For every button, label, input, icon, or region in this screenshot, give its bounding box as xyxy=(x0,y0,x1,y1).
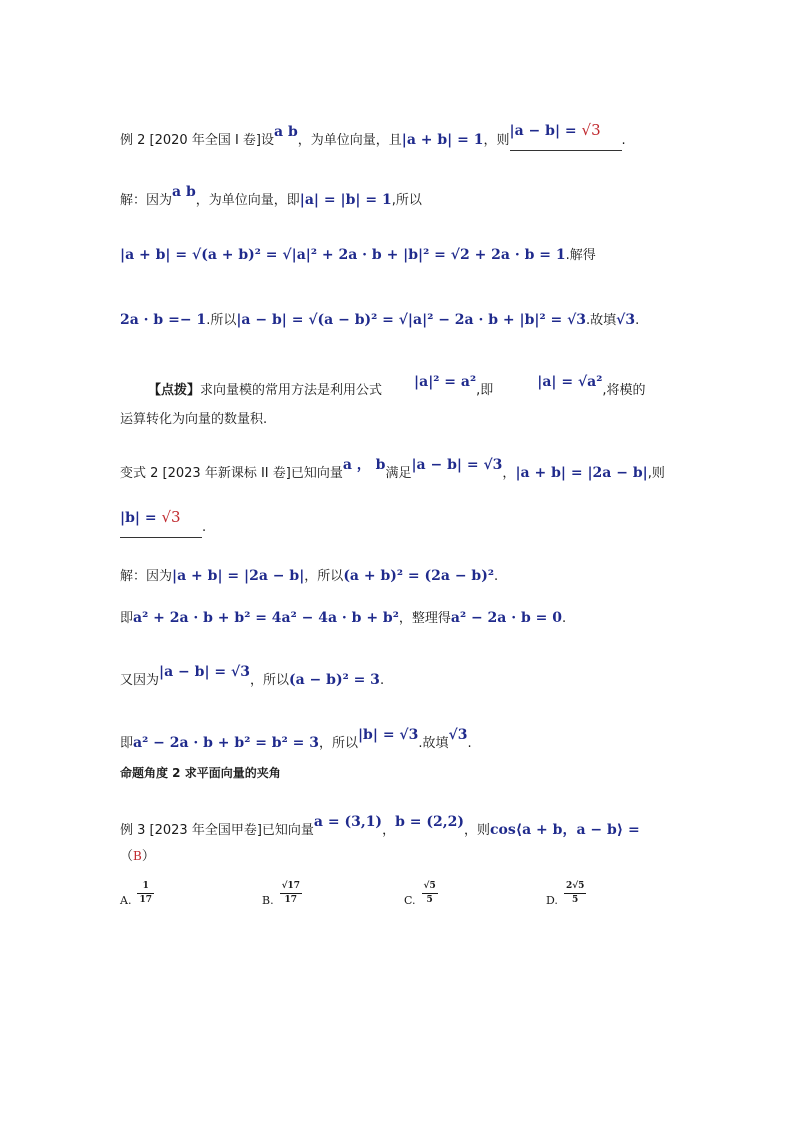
tip-line-2 xyxy=(120,410,267,430)
option-a[interactable] xyxy=(120,880,154,907)
variant-2-mid: 满足 xyxy=(385,466,412,481)
example-3-answer: B xyxy=(133,849,142,863)
solution-v2-fill: .故填 xyxy=(418,736,449,751)
solution-v2-condition: |a + b| = |2a − b| xyxy=(172,568,305,584)
option-a-fraction xyxy=(137,880,154,907)
solution-2-modulus-expansion: |a + b| = √(a + b)² = √|a|² + 2a · b + |b|² = √2 + 2a · b = 1 xyxy=(120,247,566,263)
example-3-paren-open: （ xyxy=(120,849,134,864)
solution-v2-line-1 xyxy=(120,566,498,587)
option-a-denominator: 17 xyxy=(139,895,152,905)
example-3-sep: ， xyxy=(382,823,396,838)
example-2-mid: ，为单位向量，且 xyxy=(297,133,402,148)
tip-text-4: 运算转化为向量的数量积. xyxy=(120,412,268,427)
solution-v2-fill-answer: √3 xyxy=(448,727,468,743)
option-c-fraction xyxy=(422,880,438,907)
solution-v2-end-4: . xyxy=(467,736,472,751)
solution-v2-condition-diff: |a − b| = √3 xyxy=(159,664,250,680)
option-d-numerator: 2√5 xyxy=(564,880,586,894)
solution-v2-also: 又因为 xyxy=(120,673,160,688)
solution-v2-so-3: ，所以 xyxy=(318,736,358,751)
option-c-numerator: √5 xyxy=(422,880,438,894)
variant-2-condition-1: |a − b| = √3 xyxy=(411,457,503,473)
solution-v2-b-modulus: |b| = √3 xyxy=(357,727,419,743)
option-c[interactable] xyxy=(404,880,438,907)
option-d-fraction xyxy=(564,880,586,907)
solution-2-fill-answer: √3 xyxy=(616,312,636,328)
solution-2-solve: .解得 xyxy=(565,248,596,263)
variant-2-prefix: 变式 2 [2023 年新课标 II 卷]已知向量 xyxy=(120,466,343,481)
solution-2-dot-product: 2a · b =− 1 xyxy=(120,312,207,328)
solution-2-prefix: 解：因为 xyxy=(120,193,173,208)
solution-v2-expanded: a² + 2a · b + b² = 4a² − 4a · b + b² xyxy=(133,610,399,626)
example-2-line xyxy=(120,121,626,151)
tip-formula-2: |a| = √a² xyxy=(537,374,603,390)
variant-2-answer-prefix: |b| = xyxy=(120,510,162,526)
variant-2-then: ,则 xyxy=(647,466,665,481)
option-b-fraction xyxy=(280,880,302,907)
variant-2-answer-blank xyxy=(120,508,202,538)
solution-v2-ie: 即 xyxy=(120,611,134,626)
solution-v2-squared: (a + b)² = (2a − b)² xyxy=(343,568,494,584)
solution-v2-diff-squared: (a − b)² = 3 xyxy=(288,672,380,688)
tip-text-2: ,即 xyxy=(476,383,494,398)
solution-v2-line-3 xyxy=(120,664,385,691)
example-2-answer-prefix: |a − b| = xyxy=(509,123,582,139)
option-d-denominator: 5 xyxy=(572,895,579,905)
option-c-denominator: 5 xyxy=(426,895,433,905)
solution-2-line-2 xyxy=(120,245,596,266)
solution-2-so: ,所以 xyxy=(391,193,422,208)
variant-2-line-2 xyxy=(120,508,207,538)
example-3-line-1 xyxy=(120,814,640,841)
solution-v2-ie-2: 即 xyxy=(120,736,134,751)
solution-2-end: . xyxy=(635,313,640,328)
section-heading: 命题角度 2 求平面向量的夹角 xyxy=(120,766,281,780)
solution-v2-end-2: . xyxy=(562,611,567,626)
variant-2-sep: ， xyxy=(502,466,516,481)
option-d-label: D. xyxy=(546,894,558,907)
variant-2-line-1 xyxy=(120,457,665,484)
tip-formula-1: |a|² = a² xyxy=(414,374,477,390)
solution-2-fill: .故填 xyxy=(586,313,617,328)
example-3-vector-a: a = (3,1) xyxy=(313,814,383,830)
tip-text-1: 求向量模的常用方法是利用公式 xyxy=(200,383,383,398)
example-2-then: ，则 xyxy=(483,133,510,148)
solution-v2-simplify: ，整理得 xyxy=(398,611,451,626)
solution-v2-end-1: . xyxy=(493,569,499,584)
option-b[interactable] xyxy=(262,880,302,907)
solution-2-mid: ，为单位向量，即 xyxy=(195,193,300,208)
solution-v2-simplified: a² − 2a · b = 0 xyxy=(450,610,562,626)
tip-tag: 【点拨】 xyxy=(148,383,201,398)
tip-line-1 xyxy=(148,374,646,401)
solution-v2-line-2 xyxy=(120,608,566,629)
option-b-label: B. xyxy=(262,894,274,907)
option-b-denominator: 17 xyxy=(284,895,298,905)
example-3-cos-expression: cos⟨a + b，a − b⟩ = xyxy=(489,822,640,838)
solution-2-vectors: a b xyxy=(172,184,196,200)
option-d[interactable] xyxy=(546,880,586,907)
solution-v2-b-squared: a² − 2a · b + b² = b² = 3 xyxy=(133,735,319,751)
solution-v2-end-3: . xyxy=(379,673,385,688)
solution-v2-so: ，所以 xyxy=(304,569,344,584)
example-3-prefix: 例 3 [2023 年全国甲卷]已知向量 xyxy=(120,823,314,838)
option-b-numerator: √17 xyxy=(280,880,302,894)
solution-2-line-1 xyxy=(120,184,422,211)
option-a-label: A. xyxy=(120,894,132,907)
variant-2-end: . xyxy=(202,520,207,535)
solution-v2-prefix: 解：因为 xyxy=(120,569,173,584)
example-3-answer-line xyxy=(120,846,155,867)
variant-2-vectors: a ， b xyxy=(342,457,386,473)
variant-2-condition-2: |a + b| = |2a − b| xyxy=(515,465,648,481)
solution-v2-so-2: ，所以 xyxy=(249,673,289,688)
example-2-answer-blank xyxy=(509,121,622,151)
example-2-condition: |a + b| = 1 xyxy=(401,132,484,148)
example-3-then: ，则 xyxy=(463,823,490,838)
option-a-numerator: 1 xyxy=(137,880,154,894)
example-2-end: . xyxy=(621,133,626,148)
solution-2-unit-condition: |a| = |b| = 1 xyxy=(299,192,392,208)
variant-2-answer: √3 xyxy=(161,508,181,526)
example-2-prefix: 例 2 [2020 年全国 I 卷]设 xyxy=(120,133,274,148)
example-2-answer: √3 xyxy=(581,121,601,139)
example-2-vectors: a b xyxy=(274,124,298,140)
solution-2-line-3 xyxy=(120,310,639,331)
solution-2-so-2: .所以 xyxy=(206,313,237,328)
option-c-label: C. xyxy=(404,894,416,907)
solution-v2-line-4 xyxy=(120,727,472,754)
example-3-paren-close: ） xyxy=(141,849,155,864)
tip-text-3: ,将模的 xyxy=(602,383,646,398)
example-3-vector-b: b = (2,2) xyxy=(395,814,464,830)
solution-2-diff-modulus: |a − b| = √(a − b)² = √|a|² − 2a · b + |b|² = √3 xyxy=(236,312,587,328)
